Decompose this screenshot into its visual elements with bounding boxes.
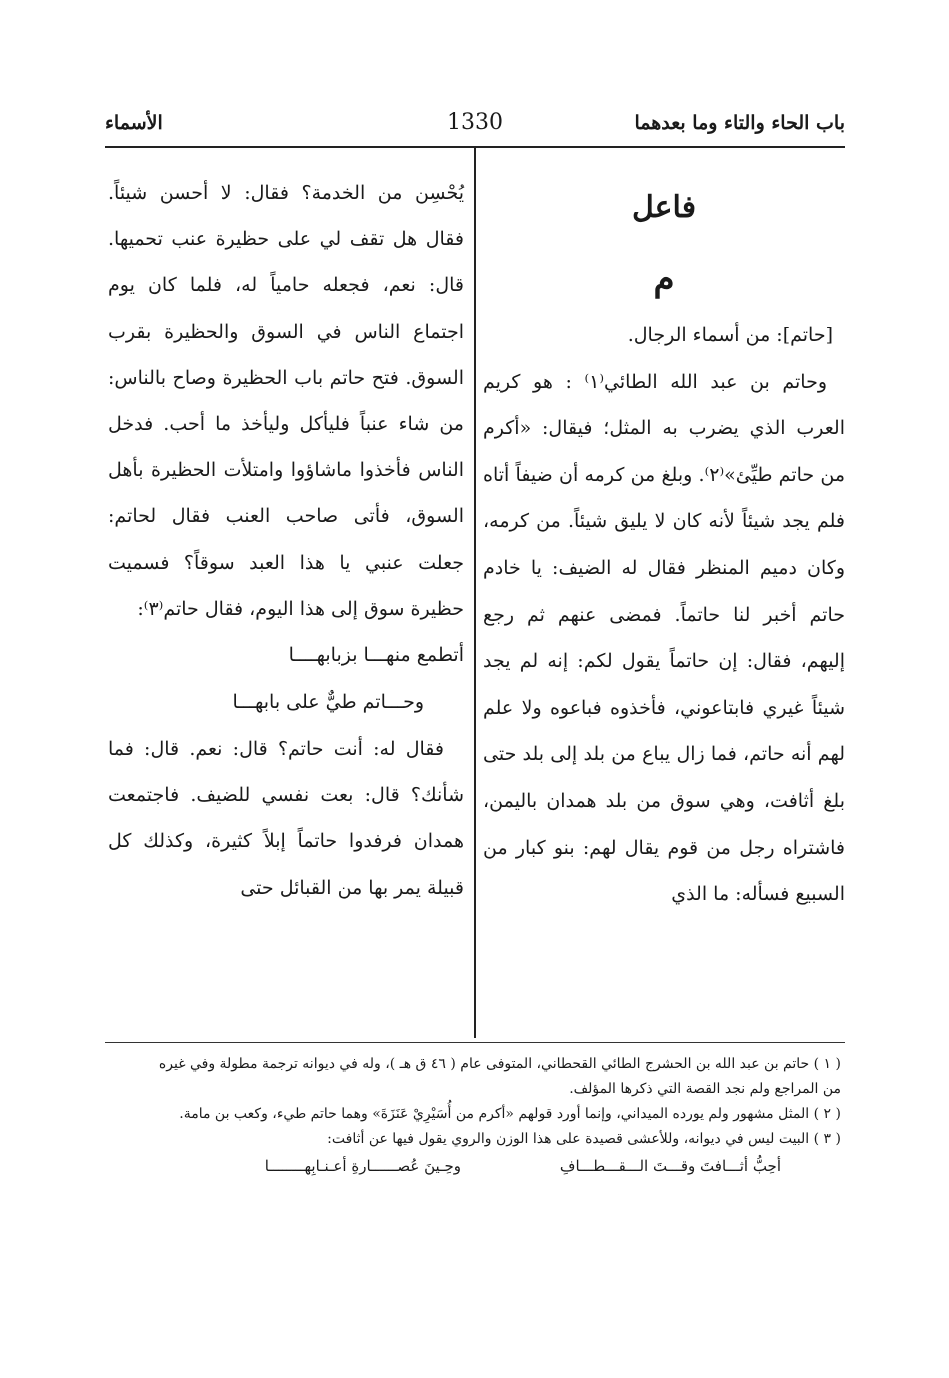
story-paragraph: يُحْسِن من الخدمة؟ فقال: لا أحسن شيئاً. فقال هل تقف لي على حظيرة عنب تحميها. قال: نعم، فجعله حامياً له، فلما كان يوم اجتماع الناس في السوق والحظيرة بقرب السوق. فتح حاتم باب الحظيرة وصاح بالناس: من شاء عنباً فليأكل وليأخذ ما أحب. فدخل الناس فأخذوا ماشاؤوا وامتلأت الحظيرة بأهل السوق، فأتى صاحب العنب فقال لحاتم: جعلت عنبي يا هذا العبد سوقاً؟ فسميت حظيرة سوق إلى هذا اليوم، فقال حاتم⁽٣⁾: <box>108 182 464 620</box>
entry-text: وحاتم بن عبد الله الطائي⁽١⁾ : هو كريم العرب الذي يضرب به المثل؛ فيقال: «أكرم من حاتم طيِّئ»⁽٢⁾. وبلغ من كرمه أن ضيفاً أتاه فلم يجد شيئاً لأنه كان لا يليق شيئاً. من كرمه، وكان دميم المنظر فقال له الضيف: يا خادم حاتم أخبر لنا حاتماً. فمضى عنهم ثم رجع إليهم، فقال: إن حاتماً يقول لكم: إنه لم يجد شيئاً غيري فابتاعوني، فأخذوه فباعوه ولا علم لهم أنه حاتم، فما زال يباع من بلد إلى بلد حتى بلغ أثافت، وهي سوق من بلد همدان باليمن، فاشتراه رجل من قوم يقال لهم: بنو كبار من السبيع فسأله: ما الذي <box>483 370 846 906</box>
footnote-2: ( ٢ ) المثل مشهور ولم يورده الميداني، وإنما أورد قولهم «أكرم من أُسَيْرِيْ عَنَزَةَ» وهما حاتم طيء، وكعب بن مامة. <box>179 1106 841 1122</box>
verse-hemistich-1: أتطمع منهـــا بزبابهــــا <box>288 644 464 667</box>
pattern-heading: فاعل <box>631 190 697 225</box>
footnote-1: ( ١ ) حاتم بن عبد الله بن الحشرج الطائي القحطاني، المتوفى عام ( ٤٦ ق هـ )، وله في ديوانه ترجمة مطولة وفي غيره <box>158 1056 841 1072</box>
footnote-verse-hemistich-2: وحِـينَ عُصــــــارةِ أعـنـابِهــــــــا <box>264 1157 461 1175</box>
left-column <box>108 170 464 911</box>
running-header <box>105 112 845 142</box>
chapter-title: باب الحاء والتاء وما بعدهما <box>634 112 845 134</box>
entry-headword: [حاتم]: من أسماء الرجال. <box>627 324 833 346</box>
story-conclusion: فقال له: أنت حاتم؟ قال: نعم. قال: فما شأنك؟ قال: بعت نفسي للضيف. فاجتمعت همدان فرفدوا حاتماً إبلاً كثيرة، وكذلك كل قبيلة يمر بها من القبائل حتى <box>108 738 464 899</box>
column-divider <box>474 148 476 1038</box>
page-number: 1330 <box>447 110 503 135</box>
verse-hemistich-2: وحـــاتم طيٌّ على بابهـــا <box>232 691 424 714</box>
right-column <box>483 170 845 918</box>
footnote-3: ( ٣ ) البيت ليس في ديوانه، وللأعشى قصيدة على هذا الوزن والروي يقول فيها عن أثافت: <box>327 1131 841 1147</box>
footnotes <box>116 1052 841 1184</box>
footnote-1-continued: من المراجع ولم نجد القصة التي ذكرها المؤلف. <box>569 1081 841 1097</box>
footnote-3-verse <box>116 1154 841 1184</box>
footnote-verse-hemistich-1: أحِبُّ أثـــافتَ وقـــتَ الـــقـــطـــافِ <box>559 1157 781 1175</box>
letter-heading: م <box>653 259 675 299</box>
section-title-header: الأسماء <box>105 112 163 134</box>
footnote-rule <box>105 1042 845 1043</box>
